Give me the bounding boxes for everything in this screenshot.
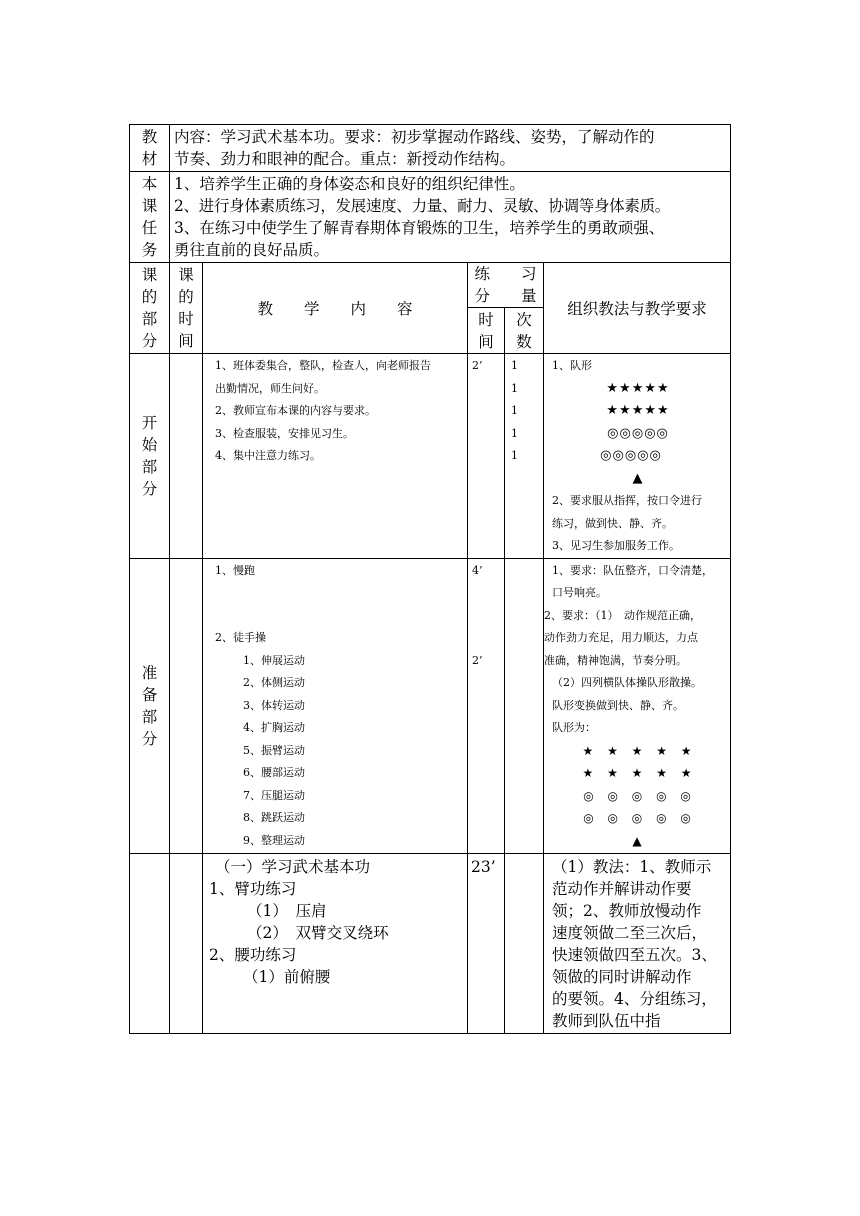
- tasks-row: [130, 172, 731, 263]
- start-practice-counts: 1 1 1 1 1: [505, 354, 544, 559]
- header-row: [130, 263, 731, 308]
- basic-section-label: [130, 853, 170, 1033]
- start-method: 1、队形 ★★★★★ ★★★★★ ◎◎◎◎◎ ◎◎◎◎◎ ▲ 2、要求服从指挥，按口令进行 练习，做到快、静、齐。 3、见习生参加服务工作。: [544, 354, 731, 559]
- prep-method: 1、要求：队伍整齐，口令清楚， 口号响亮。 2、要求：（1） 动作规范正确， 动作劲力充足，用力顺达，力点 准确，精神饱满，节奏分明。 （2）四列横队体操队形散操。 队形变换做到快、静、齐。 队形为： ★ ★ ★ ★ ★ ★ ★ ★ ★ ★ ◎ ◎ ◎ ◎ ◎ ◎ ◎ ◎ ◎ ◎ ▲: [544, 558, 731, 853]
- start-practice-time: 2’: [468, 354, 505, 559]
- formation-star-row: ★★★★★: [606, 403, 670, 418]
- formation-circle-row: ◎◎◎◎◎: [600, 448, 662, 463]
- header-part: 课 的 部 分: [130, 263, 170, 354]
- tasks-content: 1、培养学生正确的身体姿态和良好的组织纪律性。 2、进行身体素质练习，发展速度、力量、耐力、灵敏、协调等身体素质。 3、在练习中使学生了解青春期体育锻炼的卫生，培养学生的勇敢顽强、 勇往直前的良好品质。: [170, 172, 731, 263]
- teacher-triangle-icon: ▲: [632, 833, 642, 848]
- basic-section-time: [170, 853, 203, 1033]
- material-row: [130, 125, 731, 172]
- start-section-time: [170, 354, 203, 559]
- lesson-plan-table: [129, 124, 731, 1034]
- material-label: 教 材: [130, 125, 170, 172]
- start-section-content: 1、班体委集合，整队，检查人，向老师报告 出勤情况，师生问好。 2、教师宣布本课的内容与要求。 3、检查服装，安排见习生。 4、集中注意力练习。: [203, 354, 468, 559]
- prep-section-label: 准 备 部 分: [130, 558, 170, 853]
- basic-method: （1）教法：1、教师示 范动作并解讲动作要 领；2、教师放慢动作 速度领做二至三次后， 快速领做四至五次。3、 领做的同时讲解动作 的要领。4、分组练习， 教师到队伍中指: [544, 853, 731, 1033]
- prep-section-row: [130, 558, 731, 853]
- basic-section-row: [130, 853, 731, 1033]
- formation-circle-row: ◎◎◎◎◎: [607, 425, 669, 441]
- formation-star-row: ★ ★ ★ ★ ★: [582, 766, 692, 780]
- formation-star-row: ★ ★ ★ ★ ★: [582, 743, 692, 758]
- prep-section-time: [170, 558, 203, 853]
- start-section-row: [130, 354, 731, 559]
- header-time: 课 的 时 间: [170, 263, 203, 354]
- basic-practice-time: 23’: [468, 853, 505, 1033]
- prep-practice-counts: [505, 558, 544, 853]
- header-content: 教 学 内 容: [203, 263, 468, 354]
- header-sub-count: 次 数: [505, 308, 544, 354]
- prep-section-content: 1、慢跑 2、徒手操 1、伸展运动 2、体侧运动 3、体转运动 4、扩胸运动 5、振臂运动 6、腰部运动 7、压腿运动 8、跳跃运动 9、整理运动: [203, 558, 468, 853]
- formation-circle-row: ◎ ◎ ◎ ◎ ◎: [583, 788, 691, 803]
- teacher-triangle-icon: ▲: [632, 470, 644, 486]
- header-sub-time: 时 间: [468, 308, 505, 354]
- material-content: 内容：学习武术基本功。要求：初步掌握动作路线、姿势，了解动作的 节奏、劲力和眼神的配合。重点：新授动作结构。: [170, 125, 731, 172]
- formation-star-row: ★★★★★: [606, 380, 670, 396]
- prep-practice-time: 4’ 2’: [468, 558, 505, 853]
- basic-practice-counts: [505, 853, 544, 1033]
- header-practice-amount: 练 习 分 量: [468, 263, 544, 308]
- tasks-label: 本 课 任 务: [130, 172, 170, 263]
- basic-section-content: （一）学习武术基本功 1、臂功练习 （1） 压肩 （2） 双臂交叉绕环 2、腰功练习 （1）前俯腰: [203, 853, 468, 1033]
- header-method: 组织教法与教学要求: [544, 263, 731, 354]
- start-section-label: 开 始 部 分: [130, 354, 170, 559]
- formation-circle-row: ◎ ◎ ◎ ◎ ◎: [583, 811, 691, 825]
